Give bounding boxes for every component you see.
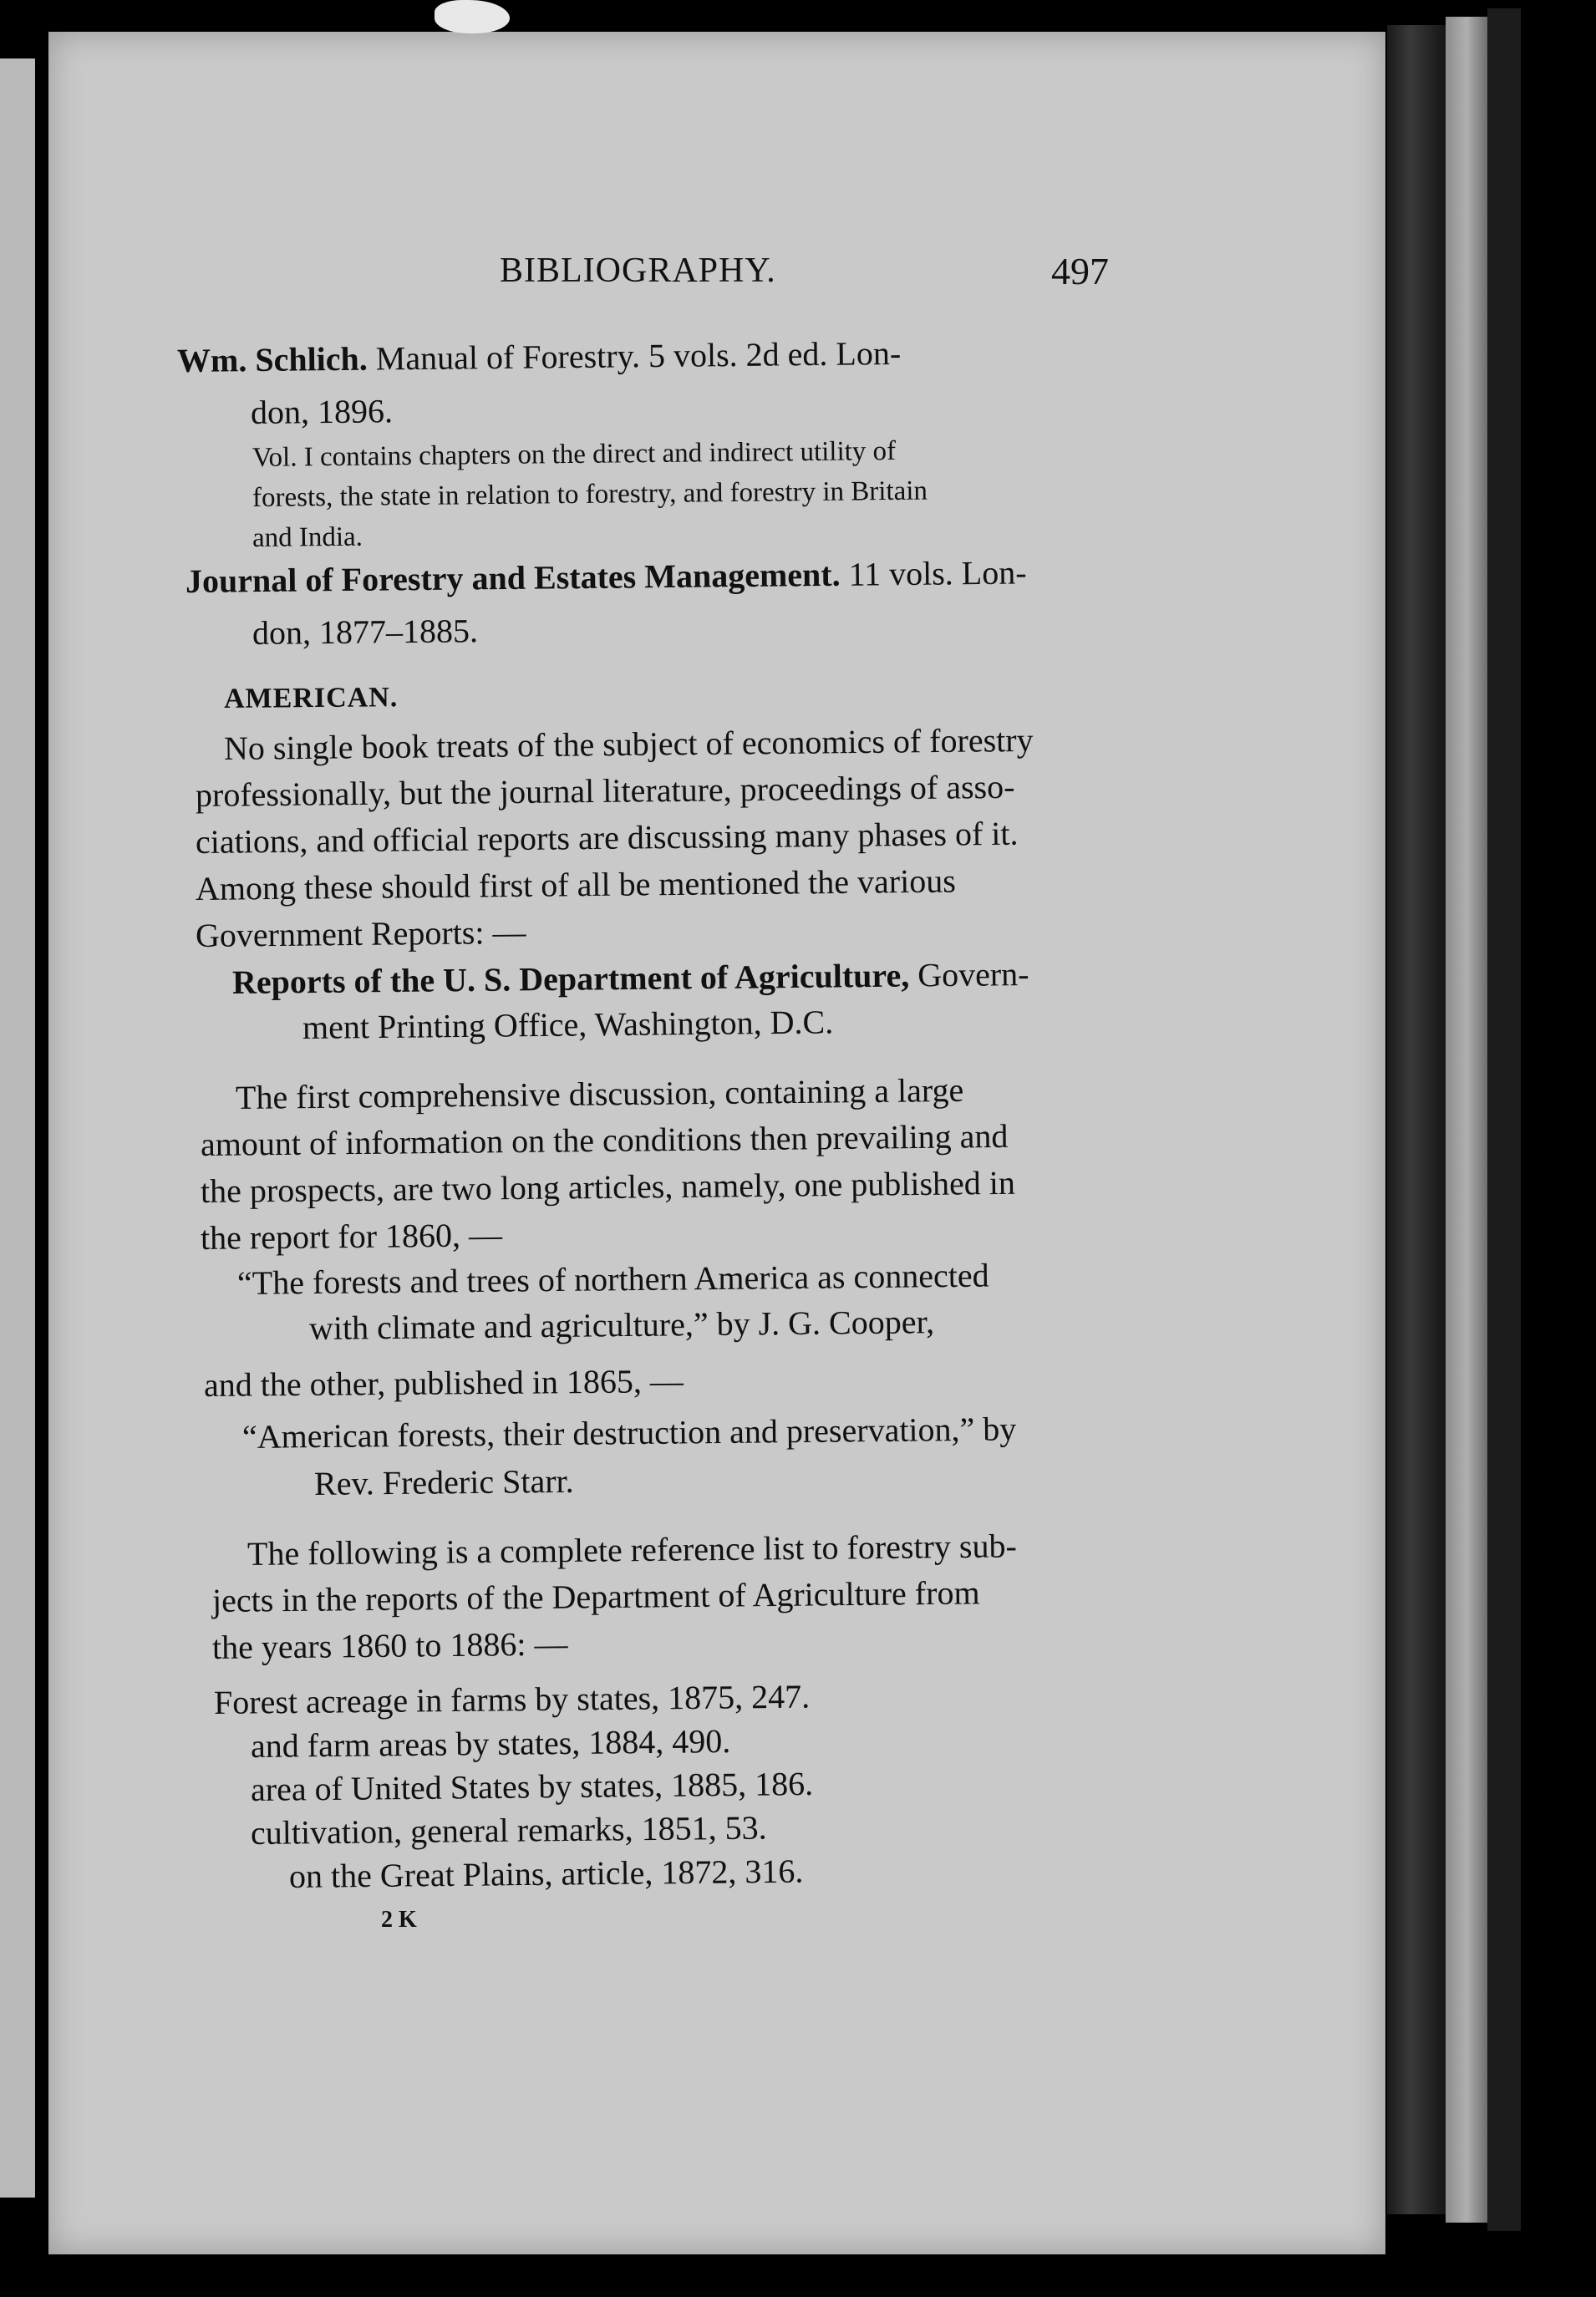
paragraph-line: professionally, but the journal literature, proceedings of asso- bbox=[195, 767, 1015, 814]
entry-title: Journal of Forestry and Estates Management. bbox=[185, 555, 841, 600]
paragraph-line: ciations, and official reports are discussing many phases of it. bbox=[195, 814, 1019, 861]
entry-text: Manual of Forestry. 5 vols. 2d ed. Lon- bbox=[375, 333, 902, 378]
signature-mark: 2 K bbox=[381, 1907, 417, 1933]
index-entry: Forest acreage in farms by states, 1875, 247. bbox=[213, 1677, 811, 1721]
entry-title: Reports of the U. S. Department of Agriculture, bbox=[231, 956, 910, 1001]
reports-entry-line2: ment Printing Office, Washington, D.C. bbox=[302, 1003, 834, 1046]
running-header: BIBLIOGRAPHY. bbox=[500, 252, 776, 290]
paragraph-line: and the other, published in 1865, — bbox=[203, 1361, 684, 1404]
index-entry: area of United States by states, 1885, 186. bbox=[250, 1764, 814, 1808]
paragraph-line: The following is a complete reference list to forestry sub- bbox=[247, 1527, 1017, 1573]
index-entry: and farm areas by states, 1884, 490. bbox=[250, 1721, 731, 1765]
paragraph-line: Among these should first of all be mentioned the various bbox=[195, 861, 957, 907]
paragraph-line: the years 1860 to 1886: — bbox=[211, 1624, 568, 1666]
entry-note-line: forests, the state in relation to forestry, and forestry in Britain bbox=[252, 475, 928, 513]
entry-schlich-line2: don, 1896. bbox=[250, 392, 394, 431]
entry-journal-line2: don, 1877–1885. bbox=[252, 612, 479, 652]
entry-author: Wm. Schlich. bbox=[176, 339, 369, 379]
section-heading: AMERICAN. bbox=[223, 682, 399, 714]
reports-entry-line1 bbox=[232, 954, 1029, 1002]
entry-note-line: and India. bbox=[252, 521, 363, 553]
left-page-edge bbox=[0, 58, 35, 2198]
quotation-line: Rev. Frederic Starr. bbox=[313, 1461, 574, 1502]
quotation-line: “American forests, their destruction and preservation,” by bbox=[241, 1410, 1017, 1456]
entry-note-line: Vol. I contains chapters on the direct and indirect utility of bbox=[252, 435, 897, 473]
index-entry: cultivation, general remarks, 1851, 53. bbox=[250, 1808, 767, 1852]
paragraph-line: Government Reports: — bbox=[195, 912, 526, 954]
paragraph-line: the report for 1860, — bbox=[200, 1216, 503, 1257]
paragraph-line: jects in the reports of the Department of Agriculture from bbox=[211, 1573, 980, 1619]
paragraph-line: No single book treats of the subject of economics of forestry bbox=[223, 720, 1034, 767]
index-entry: on the Great Plains, article, 1872, 316. bbox=[288, 1852, 804, 1895]
entry-schlich-line1 bbox=[177, 333, 902, 380]
entry-text: 11 vols. Lon- bbox=[848, 553, 1027, 593]
entry-text: Govern- bbox=[917, 955, 1029, 994]
page-stack bbox=[1446, 17, 1487, 2223]
quotation-line: with climate and agriculture,” by J. G. Cooper, bbox=[308, 1303, 935, 1347]
paragraph-line: the prospects, are two long articles, namely, one published in bbox=[200, 1163, 1016, 1210]
page-number: 497 bbox=[1051, 250, 1109, 292]
page-gutter bbox=[1387, 25, 1446, 2214]
page-stack-edge bbox=[1487, 8, 1521, 2231]
paragraph-line: The first comprehensive discussion, containing a large bbox=[235, 1070, 964, 1116]
quotation-line: “The forests and trees of northern America as connected bbox=[236, 1256, 989, 1302]
paragraph-line: amount of information on the conditions then prevailing and bbox=[200, 1116, 1009, 1163]
scan-blotch bbox=[435, 0, 510, 33]
